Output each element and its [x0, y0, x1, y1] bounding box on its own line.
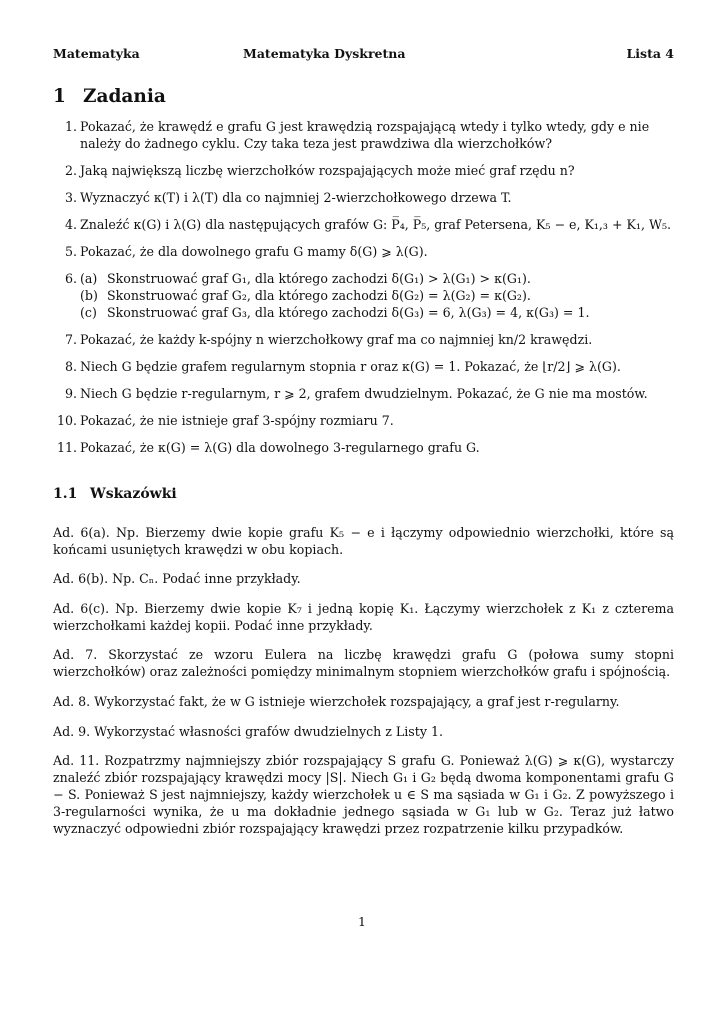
subtask-item: [80, 304, 674, 321]
task-number: 8.: [64, 359, 77, 374]
task-text: Niech G będzie grafem regularnym stopnia r oraz κ(G) = 1. Pokazać, że ⌊r/2⌋ ⩾ λ(G).: [80, 359, 621, 374]
header-list-number: Lista 4: [626, 46, 674, 61]
task-number: 1.: [64, 119, 77, 134]
task-text: Pokazać, że nie istnieje graf 3-spójny rozmiaru 7.: [80, 413, 394, 428]
subtask-label: (a): [80, 271, 98, 286]
subtask-item: [80, 287, 674, 304]
task-number: 7.: [64, 332, 77, 347]
task-text: Pokazać, że κ(G) = λ(G) dla dowolnego 3-regularnego grafu G.: [80, 440, 480, 455]
hint-paragraph: Ad. 8. Wykorzystać fakt, że w G istnieje wierzchołek rozspajający, a graf jest r-regularny.: [53, 693, 620, 709]
task-item: [53, 118, 674, 152]
subtask-text: Skonstruować graf G₃, dla którego zachodzi δ(G₃) = 6, λ(G₃) = 4, κ(G₃) = 1.: [107, 305, 590, 320]
task-item: [53, 270, 674, 321]
hint-paragraph: Ad. 11. Rozpatrzmy najmniejszy zbiór rozspajający S grafu G. Ponieważ λ(G) ⩾ κ(G), wystarczy znaleźć zbiór rozspajający krawędzi mocy |S|. Niech G₁ i G₂ będą dwoma komponentami grafu G − S. Ponieważ S jest najmniejszy, każdy wierzchołek u ∈ S ma sąsiada w G₁ i G₂. Z powyższego i 3-regularności wynika, że u ma dokładnie jednego sąsiada w G₁ lub w G₂. Teraz już łatwo wyznaczyć odpowiedni zbiór rozspajający krawędzi przez rozpatrzenie kilku przypadków.: [53, 753, 674, 837]
subtask-label: (c): [80, 305, 97, 320]
task-number: 2.: [64, 163, 77, 178]
task-item: [53, 243, 674, 260]
hint-paragraph: Ad. 9. Wykorzystać własności grafów dwudzielnych z Listy 1.: [53, 723, 443, 739]
header-subject: Matematyka Dyskretna: [243, 46, 406, 61]
task-item: [53, 439, 674, 456]
task-item: [53, 189, 674, 206]
hint-paragraph: Ad. 6(b). Np. Cₙ. Podać inne przykłady.: [53, 571, 301, 587]
subtask-item: [80, 270, 674, 287]
subsection-number: 1.1: [53, 486, 78, 502]
task-text: Pokazać, że krawędź e grafu G jest krawędzią rozspajającą wtedy i tylko wtedy, gdy e nie należy do żadnego cyklu. Czy taka teza jest prawdziwa dla wierzchołków?: [80, 119, 650, 151]
task-text: Niech G będzie r-regularnym, r ⩾ 2, grafem dwudzielnym. Pokazać, że G nie ma mostów.: [80, 386, 648, 401]
task-number: 3.: [64, 190, 77, 205]
task-number: 5.: [64, 244, 77, 259]
task-number: 6.: [64, 271, 77, 286]
task-number: 10.: [56, 413, 77, 428]
subsection-heading: [53, 486, 177, 502]
subtask-label: (b): [80, 288, 98, 303]
task-item: [53, 162, 674, 179]
hint-paragraph: Ad. 7. Skorzystać ze wzoru Eulera na liczbę krawędzi grafu G (połowa sumy stopni wierzchołków) oraz zależności pomiędzy minimalnym stopniem wierzchołków grafu i spójnością.: [53, 647, 674, 680]
task-item: [53, 358, 674, 375]
task-text: Jaką największą liczbę wierzchołków rozspajających może mieć graf rzędu n?: [80, 163, 575, 178]
header-course: Matematyka: [53, 46, 140, 61]
subtask-text: Skonstruować graf G₂, dla którego zachodzi δ(G₂) = λ(G₂) = κ(G₂).: [107, 288, 531, 303]
task-list: [53, 118, 674, 466]
section-title: Zadania: [83, 86, 166, 107]
hint-paragraph: Ad. 6(c). Np. Bierzemy dwie kopie K₇ i jedną kopię K₁. Łączymy wierzchołek z K₁ z czterema wierzchołkami każdej kopii. Podać inne przykłady.: [53, 600, 674, 633]
subsection-title: Wskazówki: [90, 486, 177, 502]
task-number: 4.: [64, 217, 77, 232]
task-text: Pokazać, że dla dowolnego grafu G mamy δ(G) ⩾ λ(G).: [80, 244, 428, 259]
section-heading: [53, 86, 166, 107]
task-text: Pokazać, że każdy k-spójny n wierzchołkowy graf ma co najmniej kn/2 krawędzi.: [80, 332, 593, 347]
hints-list: [53, 511, 674, 844]
section-number: 1: [53, 86, 66, 107]
task-text: Wyznaczyć κ(T) i λ(T) dla co najmniej 2-wierzchołkowego drzewa T.: [80, 190, 512, 205]
page-number: 1: [358, 914, 366, 929]
task-item: [53, 331, 674, 348]
task-item: [53, 385, 674, 402]
task-item: [53, 216, 674, 233]
hint-paragraph: Ad. 6(a). Np. Bierzemy dwie kopie grafu K₅ − e i łączymy odpowiednio wierzchołki, które są końcami usuniętych krawędzi w obu kopiach.: [53, 524, 674, 557]
task-number: 9.: [64, 386, 77, 401]
subtask-text: Skonstruować graf G₁, dla którego zachodzi δ(G₁) > λ(G₁) > κ(G₁).: [107, 271, 531, 286]
task-item: [53, 412, 674, 429]
page-header: [53, 46, 674, 64]
task-number: 11.: [56, 440, 77, 455]
task-text: Znaleźć κ(G) i λ(G) dla następujących grafów G: P̅₄, P̅₅, graf Petersena, K₅ − e, K₁,₃ + K₁, W₅.: [80, 217, 671, 232]
